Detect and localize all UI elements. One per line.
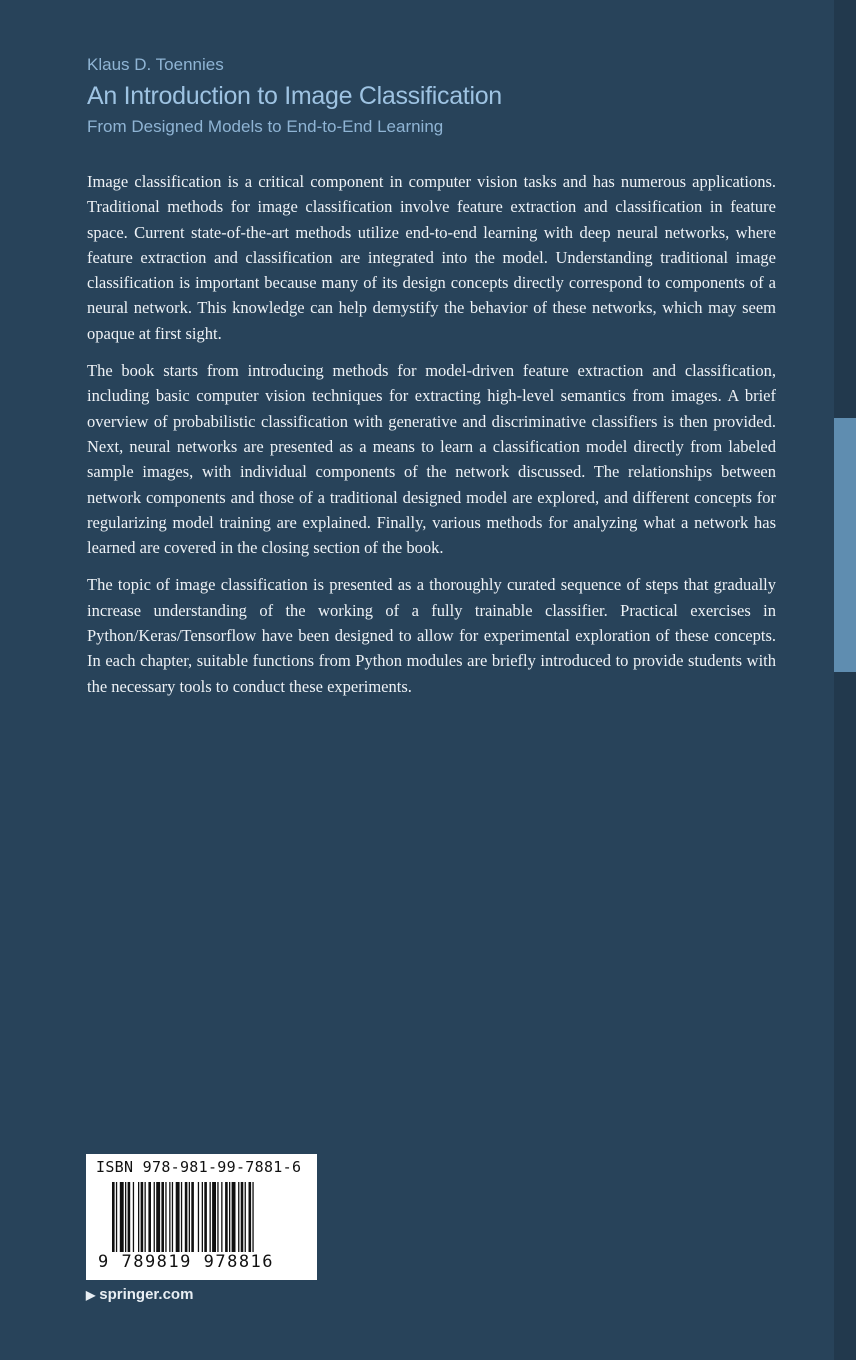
cover-header [87, 54, 787, 138]
book-subtitle: From Designed Models to End-to-End Learning [87, 117, 444, 136]
spine-strip [834, 0, 856, 1360]
isbn-barcode-box [86, 1154, 317, 1280]
back-cover-blurb [87, 169, 776, 711]
isbn-label: ISBN 978-981-99-7881-6 [96, 1158, 302, 1176]
blurb-paragraph: Image classification is a critical component in computer vision tasks and has numerous applications. Traditional methods for image classification involve feature extraction and classification in feature space. Current state-of-the-art methods utilize end-to-end learning with deep neural networks, where feature extraction and classification are integrated into the model. Understanding traditional image classification is important because many of its design concepts directly correspond to components of a neural network. This knowledge can help demystify the behavior of these networks, which may seem opaque at first sight. [87, 172, 776, 343]
barcode-icon [112, 1182, 292, 1252]
publisher-link[interactable] [86, 1286, 193, 1303]
blurb-paragraph: The topic of image classification is presented as a thoroughly curated sequence of steps that gradually increase understanding of the working of a fully trainable classifier. Practical exercises in Python/Keras/Tensorflow have been designed to allow for experimental exploration of these concepts. In each chapter, suitable functions from Python modules are briefly introduced to provide students with the necessary tools to conduct these experiments. [87, 575, 776, 696]
triangle-right-icon: ▶ [86, 1288, 96, 1302]
isbn-digits: 9 789819 978816 [98, 1252, 275, 1272]
spine-accent-bar [834, 418, 856, 672]
publisher-website: springer.com [99, 1286, 194, 1303]
author-name: Klaus D. Toennies [87, 55, 224, 74]
book-title: An Introduction to Image Classification [87, 82, 502, 110]
blurb-paragraph: The book starts from introducing methods for model-driven feature extraction and classification, including basic computer vision techniques for extracting high-level semantics from images. A brief overview of probabilistic classification with generative and discriminative classifiers is then provided. Next, neural networks are presented as a means to learn a classification model directly from labeled sample images, with individual components of the network discussed. The relationships between network components and those of a traditional designed model are explored, and different concepts for regularizing model training are explained. Finally, various methods for analyzing what a network has learned are covered in the closing section of the book. [87, 361, 776, 558]
